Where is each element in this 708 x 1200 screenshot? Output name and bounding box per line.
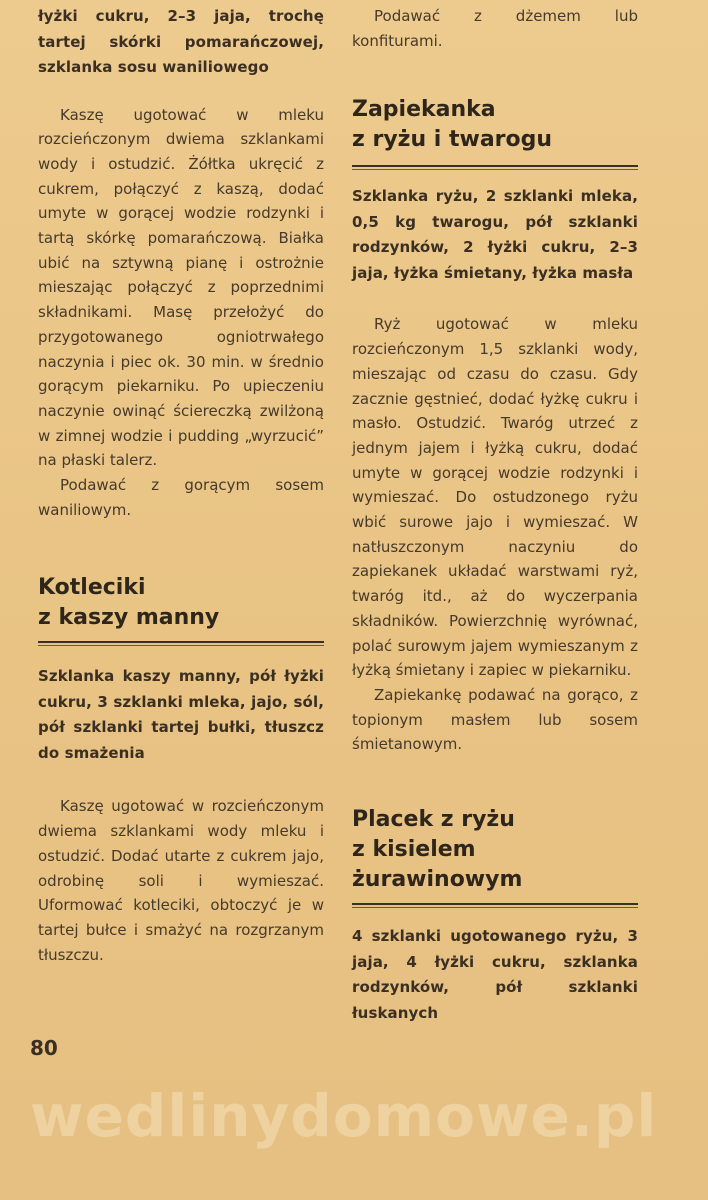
heading-rule xyxy=(38,641,324,646)
recipe-title-line1: Kotleciki xyxy=(38,575,146,601)
heading-rule xyxy=(352,903,638,908)
zapiekanka-method: Ryż ugotować w mleku rozcieńczonym 1,5 szklanki wody, mieszając od czasu do czasu. Gdy zacznie gęstnieć, dodać łyżkę cukru i masło. Ostudzić. Twaróg utrzeć z jednym jajem i łyżką cukru, dodać umyte w gorącej wodzie rodzynki i wymieszać. Do ostudzonego ryżu wbić surowe jajo i wymieszać. W natłuszczonym naczyniu do zapiekanek układać warstwami ryż, twaróg itd., aż do wyczerpania składników. Powierzchnię wyrównać, polać surowym jajem wymieszanym z łyżką śmietany i zapiec w piekarniku. xyxy=(352,315,638,680)
recipe-heading-placek xyxy=(352,805,638,895)
page-number: 80 xyxy=(30,1036,58,1060)
placek-ingredients: 4 szklanki ugotowanego ryżu, 3 jaja, 4 łyżki cukru, szklanka rodzynków, pół szklanki łuskanych xyxy=(352,927,638,1022)
pudding-ingredients-continued: łyżki cukru, 2–3 jaja, trochę tartej skórki pomarańczowej, szklanka sosu waniliowego xyxy=(38,7,324,76)
recipe-title-line2: z kaszy manny xyxy=(38,605,220,631)
watermark: wedlinydomowe.pl xyxy=(30,1082,658,1150)
recipe-title-line1: Placek z ryżu xyxy=(352,807,515,833)
recipe-heading-kotleciki xyxy=(38,573,324,633)
pudding-serving: Podawać z gorącym sosem waniliowym. xyxy=(38,476,324,519)
pudding-serving-continued: Podawać z dżemem lub konfiturami. xyxy=(352,7,638,50)
recipe-title-line1: Zapiekanka xyxy=(352,97,496,123)
kotleciki-method: Kaszę ugotować w rozcieńczonym dwiema szklankami wody mleku i ostudzić. Dodać utarte z cukrem jajo, odrobinę soli i wymieszać. Uformować kotleciki, obtoczyć je w tartej bułce i smażyć na rozgrzanym tłuszczu. xyxy=(38,797,324,964)
left-column xyxy=(38,0,324,967)
pudding-method: Kaszę ugotować w mleku rozcieńczonym dwiema szklankami wody i ostudzić. Żółtka ukręcić z cukrem, połączyć z kaszą, dodać umyte w gorącej wodzie rodzynki i tartą skórkę pomarańczową. Białka ubić na sztywną pianę i ostrożnie mieszając połączyć z poprzednimi składnikami. Masę przełożyć do przygotowanego ogniotrwałego naczynia i piec ok. 30 min. w średnio gorącym piekarniku. Po upieczeniu naczynie owinąć ściereczką zwilżoną w zimnej wodzie i pudding „wyrzucić” na płaski talerz. xyxy=(38,105,324,470)
zapiekanka-ingredients: Szklanka ryżu, 2 szklanki mleka, 0,5 kg twarogu, pół szklanki rodzynków, 2 łyżki cukru, 2–3 jaja, łyżka śmietany, łyżka masła xyxy=(352,187,638,282)
heading-rule xyxy=(352,165,638,170)
recipe-heading-zapiekanka xyxy=(352,95,638,155)
right-column xyxy=(352,0,638,1026)
zapiekanka-serving: Zapiekankę podawać na gorąco, z topionym masłem lub sosem śmietanowym. xyxy=(352,685,638,754)
recipe-title-line2: z ryżu i twarogu xyxy=(352,127,553,153)
kotleciki-ingredients: Szklanka kaszy manny, pół łyżki cukru, 3 szklanki mleka, jajo, sól, pół szklanki tartej bułki, tłuszcz do smażenia xyxy=(38,667,324,762)
recipe-title-line2: z kisielem żurawinowym xyxy=(352,837,523,893)
